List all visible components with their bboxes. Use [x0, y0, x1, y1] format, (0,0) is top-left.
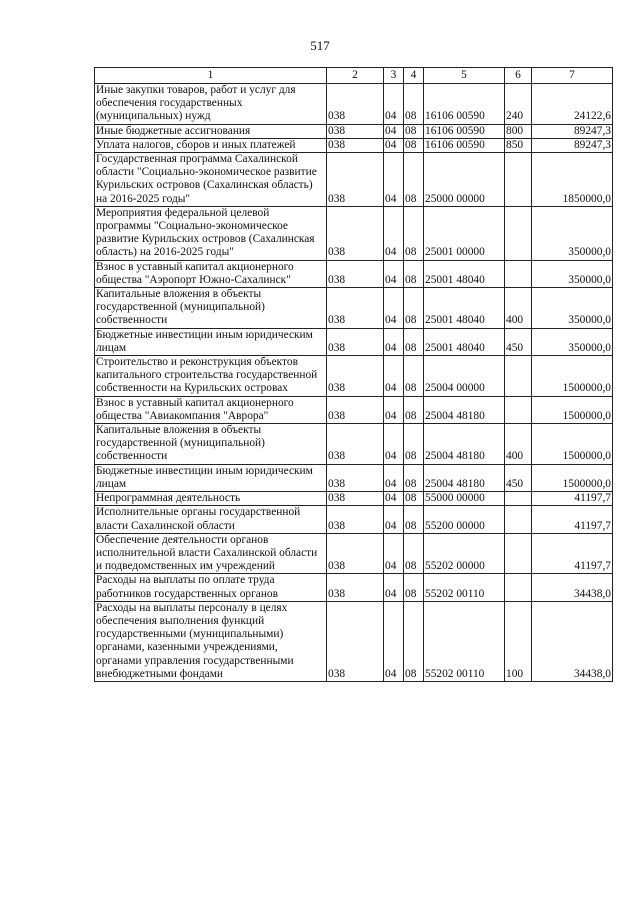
row-section-code: 04: [384, 574, 404, 601]
row-expense-type: 400: [505, 288, 532, 329]
col-header-3: 3: [384, 68, 404, 84]
row-admin-code: 038: [327, 206, 384, 260]
table-row: [95, 601, 613, 681]
row-expense-type: 450: [505, 328, 532, 355]
row-target-code: 16106 00590: [424, 138, 505, 152]
row-name: Государственная программа Сахалинской области "Социально-экономическое развитие Курильских островов (Сахалинская область) на 2016-2025 годы": [95, 153, 327, 207]
row-section-code: 04: [384, 328, 404, 355]
row-section-code: 04: [384, 356, 404, 397]
row-amount: 34438,0: [532, 601, 613, 681]
row-target-code: 25001 48040: [424, 328, 505, 355]
row-amount: 41197,7: [532, 533, 613, 574]
row-section-code: 04: [384, 124, 404, 138]
row-name: Взнос в уставный капитал акционерного общества "Авиакомпания "Аврора": [95, 396, 327, 423]
row-subsection-code: 08: [404, 601, 424, 681]
row-expense-type: [505, 153, 532, 207]
row-amount: 41197,7: [532, 506, 613, 533]
row-target-code: 16106 00590: [424, 124, 505, 138]
row-admin-code: 038: [327, 288, 384, 329]
row-subsection-code: 08: [404, 533, 424, 574]
row-subsection-code: 08: [404, 492, 424, 506]
table-header-row: [95, 68, 613, 84]
row-name: Взнос в уставный капитал акционерного общества "Аэропорт Южно-Сахалинск": [95, 260, 327, 287]
table-body: [95, 84, 613, 682]
row-admin-code: 038: [327, 533, 384, 574]
row-section-code: 04: [384, 260, 404, 287]
col-header-6: 6: [505, 68, 532, 84]
row-admin-code: 038: [327, 424, 384, 465]
row-name: Обеспечение деятельности органов исполнительной власти Сахалинской области и подведомственных им учреждений: [95, 533, 327, 574]
row-name: Бюджетные инвестиции иным юридическим лицам: [95, 464, 327, 491]
row-section-code: 04: [384, 506, 404, 533]
row-amount: 350000,0: [532, 260, 613, 287]
row-admin-code: 038: [327, 328, 384, 355]
row-target-code: 25004 48180: [424, 396, 505, 423]
row-subsection-code: 08: [404, 138, 424, 152]
table-row: [95, 356, 613, 397]
col-header-7: 7: [532, 68, 613, 84]
table-row: [95, 328, 613, 355]
row-subsection-code: 08: [404, 396, 424, 423]
row-amount: 350000,0: [532, 206, 613, 260]
row-amount: 41197,7: [532, 492, 613, 506]
row-subsection-code: 08: [404, 206, 424, 260]
row-section-code: 04: [384, 492, 404, 506]
row-section-code: 04: [384, 601, 404, 681]
table-row: [95, 533, 613, 574]
row-name: Бюджетные инвестиции иным юридическим лицам: [95, 328, 327, 355]
row-name: Расходы на выплаты по оплате труда работников государственных органов: [95, 574, 327, 601]
row-target-code: 55202 00110: [424, 574, 505, 601]
row-amount: 89247,3: [532, 138, 613, 152]
row-section-code: 04: [384, 288, 404, 329]
row-expense-type: [505, 574, 532, 601]
table-row: [95, 574, 613, 601]
row-subsection-code: 08: [404, 153, 424, 207]
row-subsection-code: 08: [404, 84, 424, 125]
row-amount: 1500000,0: [532, 464, 613, 491]
row-expense-type: 450: [505, 464, 532, 491]
row-section-code: 04: [384, 464, 404, 491]
row-subsection-code: 08: [404, 424, 424, 465]
row-admin-code: 038: [327, 356, 384, 397]
row-subsection-code: 08: [404, 574, 424, 601]
row-admin-code: 038: [327, 260, 384, 287]
table-row: [95, 124, 613, 138]
table-row: [95, 288, 613, 329]
table-row: [95, 260, 613, 287]
budget-table: [94, 67, 613, 682]
row-subsection-code: 08: [404, 356, 424, 397]
col-header-1: 1: [95, 68, 327, 84]
row-amount: 1500000,0: [532, 356, 613, 397]
row-amount: 1500000,0: [532, 424, 613, 465]
row-amount: 350000,0: [532, 288, 613, 329]
row-subsection-code: 08: [404, 464, 424, 491]
row-admin-code: 038: [327, 153, 384, 207]
row-target-code: 55200 00000: [424, 506, 505, 533]
row-name: Капитальные вложения в объекты государственной (муниципальной) собственности: [95, 288, 327, 329]
table-row: [95, 396, 613, 423]
row-expense-type: 240: [505, 84, 532, 125]
row-expense-type: [505, 206, 532, 260]
row-name: Капитальные вложения в объекты государственной (муниципальной) собственности: [95, 424, 327, 465]
row-admin-code: 038: [327, 124, 384, 138]
table-row: [95, 153, 613, 207]
row-expense-type: [505, 533, 532, 574]
row-target-code: 25004 48180: [424, 424, 505, 465]
row-admin-code: 038: [327, 84, 384, 125]
row-subsection-code: 08: [404, 506, 424, 533]
row-target-code: 16106 00590: [424, 84, 505, 125]
row-expense-type: 800: [505, 124, 532, 138]
row-expense-type: [505, 492, 532, 506]
row-amount: 24122,6: [532, 84, 613, 125]
row-section-code: 04: [384, 84, 404, 125]
row-target-code: 25004 48180: [424, 464, 505, 491]
row-target-code: 25001 48040: [424, 260, 505, 287]
row-target-code: 25000 00000: [424, 153, 505, 207]
row-target-code: 25001 48040: [424, 288, 505, 329]
row-name: Иные закупки товаров, работ и услуг для обеспечения государственных (муниципальных) нужд: [95, 84, 327, 125]
row-admin-code: 038: [327, 492, 384, 506]
row-name: Строительство и реконструкция объектов капитального строительства государственной собственности на Курильских островах: [95, 356, 327, 397]
row-name: Уплата налогов, сборов и иных платежей: [95, 138, 327, 152]
row-section-code: 04: [384, 138, 404, 152]
row-expense-type: 100: [505, 601, 532, 681]
table-row: [95, 464, 613, 491]
row-section-code: 04: [384, 153, 404, 207]
col-header-4: 4: [404, 68, 424, 84]
row-admin-code: 038: [327, 138, 384, 152]
page-number: 517: [310, 38, 330, 53]
row-expense-type: 400: [505, 424, 532, 465]
row-amount: 1850000,0: [532, 153, 613, 207]
row-amount: 34438,0: [532, 574, 613, 601]
row-target-code: 55202 00000: [424, 533, 505, 574]
row-amount: 350000,0: [532, 328, 613, 355]
row-admin-code: 038: [327, 464, 384, 491]
row-name: Непрограммная деятельность: [95, 492, 327, 506]
table-row: [95, 492, 613, 506]
row-name: Исполнительные органы государственной власти Сахалинской области: [95, 506, 327, 533]
row-expense-type: [505, 260, 532, 287]
row-target-code: 25004 00000: [424, 356, 505, 397]
row-subsection-code: 08: [404, 260, 424, 287]
row-admin-code: 038: [327, 601, 384, 681]
row-expense-type: [505, 506, 532, 533]
row-section-code: 04: [384, 533, 404, 574]
table-row: [95, 424, 613, 465]
row-amount: 1500000,0: [532, 396, 613, 423]
row-section-code: 04: [384, 206, 404, 260]
row-target-code: 25001 00000: [424, 206, 505, 260]
row-expense-type: [505, 396, 532, 423]
row-amount: 89247,3: [532, 124, 613, 138]
row-name: Мероприятия федеральной целевой программы "Социально-экономическое развитие Курильских островов (Сахалинская область) на 2016-2025 годы": [95, 206, 327, 260]
row-name: Расходы на выплаты персоналу в целях обеспечения выполнения функций государственными (муниципальными) органами, казенными учреждениями, органами управления государственными внебюджетными фондами: [95, 601, 327, 681]
row-expense-type: 850: [505, 138, 532, 152]
row-subsection-code: 08: [404, 288, 424, 329]
row-subsection-code: 08: [404, 124, 424, 138]
row-admin-code: 038: [327, 574, 384, 601]
row-target-code: 55202 00110: [424, 601, 505, 681]
row-subsection-code: 08: [404, 328, 424, 355]
col-header-2: 2: [327, 68, 384, 84]
table-row: [95, 206, 613, 260]
table-row: [95, 138, 613, 152]
row-target-code: 55000 00000: [424, 492, 505, 506]
row-admin-code: 038: [327, 396, 384, 423]
table-row: [95, 84, 613, 125]
row-name: Иные бюджетные ассигнования: [95, 124, 327, 138]
col-header-5: 5: [424, 68, 505, 84]
row-expense-type: [505, 356, 532, 397]
table-row: [95, 506, 613, 533]
row-section-code: 04: [384, 424, 404, 465]
row-section-code: 04: [384, 396, 404, 423]
row-admin-code: 038: [327, 506, 384, 533]
